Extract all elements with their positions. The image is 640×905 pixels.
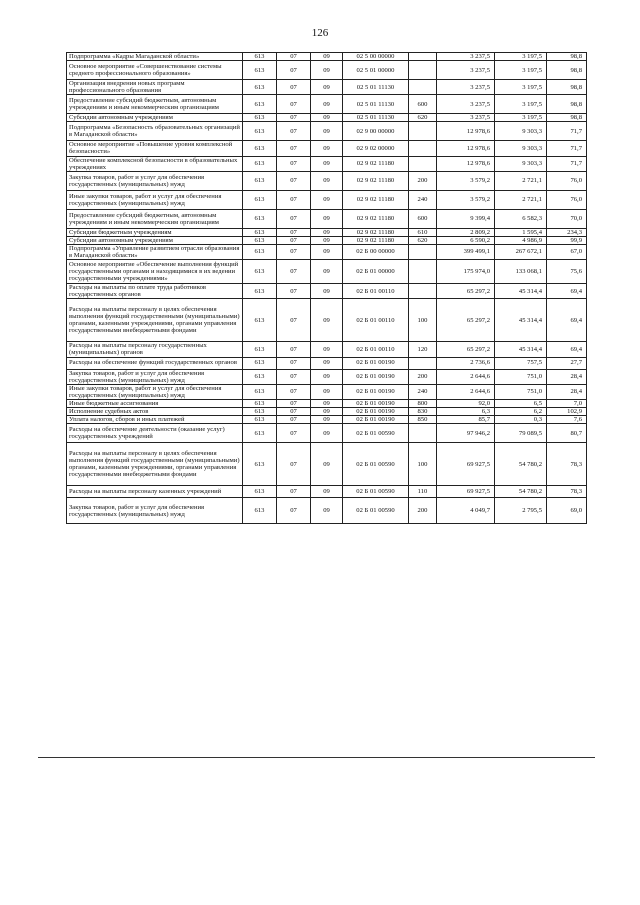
row-name: Подпрограмма «Управление развитием отрасли образования в Магаданской области» (67, 244, 243, 259)
table-row (67, 190, 587, 209)
row-target-code: 02 9 02 11180 (343, 209, 409, 228)
row-percent: 98,8 (547, 95, 587, 114)
row-target-code: 02 9 02 11180 (343, 156, 409, 171)
row-name: Иные бюджетные ассигнования (67, 399, 243, 407)
row-actual-amount: 9 303,3 (495, 122, 547, 141)
table-row (67, 95, 587, 114)
row-plan-amount: 2 736,6 (437, 357, 495, 369)
row-expense-type (409, 53, 437, 61)
row-target-code: 02 Б 01 00190 (343, 407, 409, 415)
row-plan-amount: 65 297,2 (437, 299, 495, 342)
table-row (67, 342, 587, 357)
row-percent: 78,3 (547, 486, 587, 498)
row-target-code: 02 9 00 00000 (343, 122, 409, 141)
row-subsection-code: 09 (311, 443, 343, 486)
row-gr-code: 613 (243, 141, 277, 156)
row-plan-amount: 92,0 (437, 399, 495, 407)
row-gr-code: 613 (243, 61, 277, 80)
row-plan-amount: 97 946,2 (437, 424, 495, 443)
row-expense-type: 600 (409, 95, 437, 114)
row-subsection-code: 09 (311, 369, 343, 384)
budget-table-body (67, 53, 587, 524)
row-subsection-code: 09 (311, 416, 343, 424)
row-section-code: 07 (277, 486, 311, 498)
row-actual-amount: 54 780,2 (495, 443, 547, 486)
row-section-code: 07 (277, 61, 311, 80)
row-name: Субсидии автономным учреждениям (67, 236, 243, 244)
row-subsection-code: 09 (311, 244, 343, 259)
row-subsection-code: 09 (311, 299, 343, 342)
row-subsection-code: 09 (311, 342, 343, 357)
row-expense-type (409, 284, 437, 299)
row-name: Иные закупки товаров, работ и услуг для обеспечения государственных (муниципальных) нужд (67, 190, 243, 209)
row-percent: 234,3 (547, 228, 587, 236)
row-subsection-code: 09 (311, 498, 343, 524)
row-actual-amount: 6,5 (495, 399, 547, 407)
row-expense-type (409, 122, 437, 141)
row-plan-amount: 2 644,6 (437, 369, 495, 384)
row-actual-amount: 757,5 (495, 357, 547, 369)
row-name: Расходы на выплаты персоналу государственных (муниципальных) органов (67, 342, 243, 357)
row-name: Расходы на выплаты персоналу в целях обеспечения выполнения функций государственными (муниципальными) органами, казенными учреждениями, органами управления государственными внебюджетными фондами (67, 443, 243, 486)
row-actual-amount: 9 303,3 (495, 141, 547, 156)
row-actual-amount: 45 314,4 (495, 299, 547, 342)
table-row (67, 236, 587, 244)
table-row (67, 114, 587, 122)
row-percent: 70,0 (547, 209, 587, 228)
row-target-code: 02 Б 01 00110 (343, 284, 409, 299)
row-name: Обеспечение комплексной безопасности в образовательных учреждениях (67, 156, 243, 171)
row-percent: 80,7 (547, 424, 587, 443)
footer-divider (38, 757, 595, 758)
row-plan-amount: 3 237,5 (437, 61, 495, 80)
row-section-code: 07 (277, 236, 311, 244)
row-section-code: 07 (277, 443, 311, 486)
row-name: Расходы на обеспечение функций государственных органов (67, 357, 243, 369)
row-subsection-code: 09 (311, 141, 343, 156)
row-actual-amount: 79 089,5 (495, 424, 547, 443)
row-section-code: 07 (277, 95, 311, 114)
row-expense-type (409, 357, 437, 369)
row-plan-amount: 2 809,2 (437, 228, 495, 236)
row-target-code: 02 9 02 11180 (343, 171, 409, 190)
row-section-code: 07 (277, 228, 311, 236)
row-subsection-code: 09 (311, 122, 343, 141)
table-row (67, 443, 587, 486)
row-plan-amount: 2 644,6 (437, 384, 495, 399)
row-target-code: 02 Б 01 00590 (343, 498, 409, 524)
row-name: Закупка товаров, работ и услуг для обеспечения государственных (муниципальных) нужд (67, 369, 243, 384)
row-plan-amount: 12 978,6 (437, 156, 495, 171)
row-percent: 27,7 (547, 357, 587, 369)
table-row (67, 80, 587, 95)
row-gr-code: 613 (243, 209, 277, 228)
row-actual-amount: 3 197,5 (495, 114, 547, 122)
budget-table-container (66, 52, 586, 524)
row-name: Организация внедрения новых программ профессионального образования (67, 80, 243, 95)
row-section-code: 07 (277, 122, 311, 141)
row-target-code: 02 Б 01 00190 (343, 384, 409, 399)
row-expense-type: 620 (409, 114, 437, 122)
row-plan-amount: 69 927,5 (437, 486, 495, 498)
row-subsection-code: 09 (311, 190, 343, 209)
row-percent: 102,9 (547, 407, 587, 415)
row-subsection-code: 09 (311, 209, 343, 228)
row-actual-amount: 45 314,4 (495, 284, 547, 299)
row-plan-amount: 4 049,7 (437, 498, 495, 524)
row-gr-code: 613 (243, 486, 277, 498)
row-gr-code: 613 (243, 357, 277, 369)
table-row (67, 399, 587, 407)
row-section-code: 07 (277, 209, 311, 228)
row-subsection-code: 09 (311, 61, 343, 80)
row-gr-code: 613 (243, 122, 277, 141)
row-plan-amount: 6 590,2 (437, 236, 495, 244)
row-percent: 28,4 (547, 369, 587, 384)
row-percent: 69,0 (547, 498, 587, 524)
row-actual-amount: 54 780,2 (495, 486, 547, 498)
row-plan-amount: 3 237,5 (437, 114, 495, 122)
row-plan-amount: 6,3 (437, 407, 495, 415)
row-actual-amount: 3 197,5 (495, 95, 547, 114)
row-section-code: 07 (277, 80, 311, 95)
row-target-code: 02 Б 01 00000 (343, 260, 409, 284)
table-row (67, 357, 587, 369)
table-row (67, 284, 587, 299)
row-gr-code: 613 (243, 342, 277, 357)
row-gr-code: 613 (243, 284, 277, 299)
row-actual-amount: 6,2 (495, 407, 547, 415)
row-expense-type (409, 61, 437, 80)
row-actual-amount: 0,3 (495, 416, 547, 424)
row-percent: 71,7 (547, 156, 587, 171)
row-plan-amount: 399 499,1 (437, 244, 495, 259)
row-actual-amount: 751,0 (495, 384, 547, 399)
row-subsection-code: 09 (311, 95, 343, 114)
row-target-code: 02 9 02 11180 (343, 228, 409, 236)
row-gr-code: 613 (243, 156, 277, 171)
row-percent: 78,3 (547, 443, 587, 486)
row-section-code: 07 (277, 407, 311, 415)
row-subsection-code: 09 (311, 486, 343, 498)
row-section-code: 07 (277, 156, 311, 171)
row-section-code: 07 (277, 384, 311, 399)
row-actual-amount: 4 986,9 (495, 236, 547, 244)
row-gr-code: 613 (243, 369, 277, 384)
row-section-code: 07 (277, 114, 311, 122)
row-expense-type: 100 (409, 299, 437, 342)
row-expense-type: 830 (409, 407, 437, 415)
row-section-code: 07 (277, 190, 311, 209)
row-plan-amount: 9 399,4 (437, 209, 495, 228)
row-actual-amount: 3 197,5 (495, 53, 547, 61)
row-subsection-code: 09 (311, 114, 343, 122)
row-plan-amount: 12 978,6 (437, 122, 495, 141)
row-gr-code: 613 (243, 190, 277, 209)
row-gr-code: 613 (243, 384, 277, 399)
row-gr-code: 613 (243, 416, 277, 424)
row-percent: 71,7 (547, 122, 587, 141)
table-row (67, 486, 587, 498)
row-name: Основное мероприятие «Обеспечение выполнения функций государственными органами и находящимися в их ведении государственными учреждениями» (67, 260, 243, 284)
row-expense-type: 620 (409, 236, 437, 244)
row-target-code: 02 Б 01 00190 (343, 416, 409, 424)
row-name: Предоставление субсидий бюджетным, автономным учреждениям и иным некоммерческим организациям (67, 209, 243, 228)
row-plan-amount: 3 237,5 (437, 53, 495, 61)
row-percent: 69,4 (547, 299, 587, 342)
row-actual-amount: 2 721,1 (495, 190, 547, 209)
row-expense-type: 800 (409, 399, 437, 407)
row-section-code: 07 (277, 498, 311, 524)
row-actual-amount: 267 672,1 (495, 244, 547, 259)
table-row (67, 424, 587, 443)
row-expense-type (409, 80, 437, 95)
row-target-code: 02 9 02 11180 (343, 236, 409, 244)
row-subsection-code: 09 (311, 399, 343, 407)
row-expense-type: 610 (409, 228, 437, 236)
row-target-code: 02 5 01 11130 (343, 95, 409, 114)
row-section-code: 07 (277, 171, 311, 190)
row-percent: 67,0 (547, 244, 587, 259)
row-gr-code: 613 (243, 171, 277, 190)
row-percent: 98,8 (547, 80, 587, 95)
row-actual-amount: 45 314,4 (495, 342, 547, 357)
row-plan-amount: 85,7 (437, 416, 495, 424)
row-expense-type: 240 (409, 384, 437, 399)
row-percent: 76,0 (547, 171, 587, 190)
row-gr-code: 613 (243, 443, 277, 486)
row-plan-amount: 3 579,2 (437, 190, 495, 209)
row-section-code: 07 (277, 342, 311, 357)
row-expense-type: 600 (409, 209, 437, 228)
row-expense-type: 200 (409, 369, 437, 384)
row-actual-amount: 2 795,5 (495, 498, 547, 524)
row-name: Расходы на выплаты по оплате труда работников государственных органов (67, 284, 243, 299)
row-expense-type: 240 (409, 190, 437, 209)
row-percent: 98,8 (547, 61, 587, 80)
row-expense-type (409, 141, 437, 156)
row-actual-amount: 133 068,1 (495, 260, 547, 284)
row-section-code: 07 (277, 141, 311, 156)
table-row (67, 156, 587, 171)
row-section-code: 07 (277, 53, 311, 61)
row-name: Расходы на выплаты персоналу казенных учреждений (67, 486, 243, 498)
row-section-code: 07 (277, 369, 311, 384)
row-gr-code: 613 (243, 299, 277, 342)
row-section-code: 07 (277, 424, 311, 443)
row-actual-amount: 3 197,5 (495, 80, 547, 95)
table-row (67, 171, 587, 190)
row-percent: 7,6 (547, 416, 587, 424)
row-actual-amount: 751,0 (495, 369, 547, 384)
row-target-code: 02 Б 01 00190 (343, 369, 409, 384)
row-target-code: 02 Б 01 00190 (343, 399, 409, 407)
row-name: Иные закупки товаров, работ и услуг для обеспечения государственных (муниципальных) нужд (67, 384, 243, 399)
row-name: Субсидии бюджетным учреждениям (67, 228, 243, 236)
row-name: Закупка товаров, работ и услуг для обеспечения государственных (муниципальных) нужд (67, 498, 243, 524)
row-section-code: 07 (277, 357, 311, 369)
row-subsection-code: 09 (311, 260, 343, 284)
table-row (67, 61, 587, 80)
row-target-code: 02 5 01 11130 (343, 114, 409, 122)
row-percent: 71,7 (547, 141, 587, 156)
row-expense-type (409, 260, 437, 284)
row-subsection-code: 09 (311, 407, 343, 415)
row-actual-amount: 1 595,4 (495, 228, 547, 236)
row-expense-type: 120 (409, 342, 437, 357)
row-target-code: 02 5 01 00000 (343, 61, 409, 80)
row-gr-code: 613 (243, 498, 277, 524)
row-plan-amount: 69 927,5 (437, 443, 495, 486)
row-percent: 75,6 (547, 260, 587, 284)
row-expense-type (409, 156, 437, 171)
row-target-code: 02 Б 01 00590 (343, 486, 409, 498)
row-gr-code: 613 (243, 260, 277, 284)
row-plan-amount: 3 237,5 (437, 95, 495, 114)
row-target-code: 02 Б 01 00590 (343, 443, 409, 486)
row-actual-amount: 2 721,1 (495, 171, 547, 190)
row-plan-amount: 65 297,2 (437, 284, 495, 299)
row-name: Расходы на выплаты персоналу в целях обеспечения выполнения функций государственными (муниципальными) органами, казенными учреждениями, органами управления государственными внебюджетными фондами (67, 299, 243, 342)
row-plan-amount: 3 579,2 (437, 171, 495, 190)
row-subsection-code: 09 (311, 80, 343, 95)
row-subsection-code: 09 (311, 171, 343, 190)
row-gr-code: 613 (243, 236, 277, 244)
row-gr-code: 613 (243, 114, 277, 122)
table-row (67, 498, 587, 524)
row-target-code: 02 Б 01 00190 (343, 357, 409, 369)
row-expense-type: 100 (409, 443, 437, 486)
row-actual-amount: 6 582,3 (495, 209, 547, 228)
row-expense-type (409, 244, 437, 259)
row-target-code: 02 Б 01 00110 (343, 299, 409, 342)
row-subsection-code: 09 (311, 384, 343, 399)
row-target-code: 02 Б 01 00590 (343, 424, 409, 443)
row-percent: 69,4 (547, 284, 587, 299)
row-subsection-code: 09 (311, 236, 343, 244)
row-name: Предоставление субсидий бюджетным, автономным учреждениям и иным некоммерческим организациям (67, 95, 243, 114)
row-name: Подпрограмма «Кадры Магаданской области» (67, 53, 243, 61)
row-plan-amount: 175 974,0 (437, 260, 495, 284)
budget-table (66, 52, 587, 524)
row-expense-type: 850 (409, 416, 437, 424)
row-percent: 69,4 (547, 342, 587, 357)
row-name: Закупка товаров, работ и услуг для обеспечения государственных (муниципальных) нужд (67, 171, 243, 190)
row-actual-amount: 9 303,3 (495, 156, 547, 171)
row-plan-amount: 12 978,6 (437, 141, 495, 156)
table-row (67, 122, 587, 141)
row-percent: 99,9 (547, 236, 587, 244)
row-subsection-code: 09 (311, 228, 343, 236)
table-row (67, 53, 587, 61)
table-row (67, 228, 587, 236)
row-gr-code: 613 (243, 407, 277, 415)
row-subsection-code: 09 (311, 284, 343, 299)
table-row (67, 260, 587, 284)
row-gr-code: 613 (243, 95, 277, 114)
row-actual-amount: 3 197,5 (495, 61, 547, 80)
table-row (67, 369, 587, 384)
row-name: Расходы на обеспечение деятельности (оказание услуг) государственных учреждений (67, 424, 243, 443)
row-gr-code: 613 (243, 53, 277, 61)
table-row (67, 416, 587, 424)
row-plan-amount: 3 237,5 (437, 80, 495, 95)
row-name: Подпрограмма «Безопасность образовательных организаций в Магаданской области» (67, 122, 243, 141)
row-section-code: 07 (277, 244, 311, 259)
row-expense-type: 200 (409, 171, 437, 190)
page-number: 126 (311, 27, 329, 39)
row-percent: 76,0 (547, 190, 587, 209)
row-section-code: 07 (277, 260, 311, 284)
row-percent: 98,8 (547, 114, 587, 122)
row-target-code: 02 Б 00 00000 (343, 244, 409, 259)
row-target-code: 02 5 00 00000 (343, 53, 409, 61)
table-row (67, 384, 587, 399)
row-percent: 98,8 (547, 53, 587, 61)
row-section-code: 07 (277, 399, 311, 407)
table-row (67, 407, 587, 415)
table-row (67, 209, 587, 228)
row-percent: 28,4 (547, 384, 587, 399)
row-gr-code: 613 (243, 228, 277, 236)
row-name: Субсидии автономным учреждениям (67, 114, 243, 122)
row-section-code: 07 (277, 284, 311, 299)
row-target-code: 02 9 02 11180 (343, 190, 409, 209)
table-row (67, 244, 587, 259)
row-name: Основное мероприятие «Совершенствование системы среднего профессионального образования» (67, 61, 243, 80)
table-row (67, 299, 587, 342)
table-row (67, 141, 587, 156)
row-name: Основное мероприятие «Повышение уровня комплексной безопасности» (67, 141, 243, 156)
row-target-code: 02 5 01 11130 (343, 80, 409, 95)
row-target-code: 02 9 02 00000 (343, 141, 409, 156)
row-expense-type (409, 424, 437, 443)
row-plan-amount: 65 297,2 (437, 342, 495, 357)
row-subsection-code: 09 (311, 156, 343, 171)
row-percent: 7,0 (547, 399, 587, 407)
row-name: Исполнение судебных актов (67, 407, 243, 415)
row-target-code: 02 Б 01 00110 (343, 342, 409, 357)
row-subsection-code: 09 (311, 53, 343, 61)
row-section-code: 07 (277, 299, 311, 342)
row-subsection-code: 09 (311, 357, 343, 369)
row-expense-type: 110 (409, 486, 437, 498)
row-gr-code: 613 (243, 244, 277, 259)
row-section-code: 07 (277, 416, 311, 424)
row-subsection-code: 09 (311, 424, 343, 443)
row-gr-code: 613 (243, 80, 277, 95)
row-expense-type: 200 (409, 498, 437, 524)
row-gr-code: 613 (243, 424, 277, 443)
row-name: Уплата налогов, сборов и иных платежей (67, 416, 243, 424)
row-gr-code: 613 (243, 399, 277, 407)
